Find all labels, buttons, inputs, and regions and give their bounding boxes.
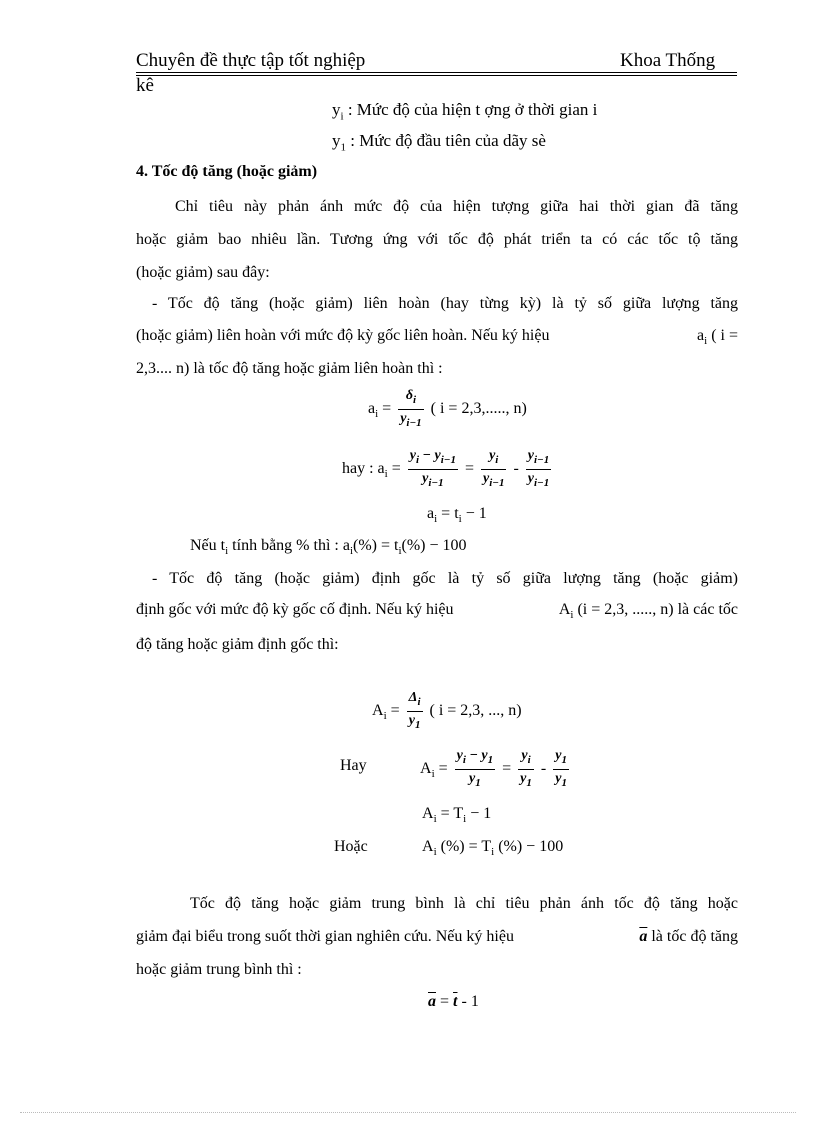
def-yi: $y_i$ : Mức độ của hiện t ợng ở thời gian i	[332, 100, 598, 123]
header-continuation: kê	[136, 75, 154, 96]
formula-9: $\overline{a} = \overline{t} - 1$	[428, 993, 479, 1010]
para4-line1: Tốc độ tăng hoặc giảm trung bình là chỉ tiêu phản ánh tốc độ tăng hoặc	[190, 895, 738, 912]
para1-line3: (hoặc giảm) sau đây:	[136, 264, 270, 281]
formula-5: $A_i$ = $\frac{\Delta_i}{y_1}$ ( i = 2,3, ..., n)	[372, 690, 522, 731]
def-y1: $y_1$ : Mức độ đầu tiên của dãy sè	[332, 131, 546, 154]
formula-7: $A_i = T_i - 1$	[422, 805, 492, 826]
fraction: $\frac{y_i}{y_{i-1}}$	[483, 448, 505, 489]
formula-2: hay : $a_i$ = $\frac{y_i - y_{i-1}}{y_{i-1}}$ = $\frac{y_i}{y_{i-1}}$ - $\frac{y_{i-1}}{y_{i-1}}$	[342, 448, 550, 489]
fraction: $\frac{y_i}{y_1}$	[520, 748, 532, 789]
para2-line2: (hoặc giảm) liên hoàn với mức độ kỳ gốc liên hoàn. Nếu ký hiệu $a_i$ ( i =	[136, 327, 738, 348]
page-bottom-border	[20, 1112, 796, 1113]
para1-line2: hoặc giảm bao nhiêu lần. Tương ứng với tốc độ phát triển ta có các tốc tộ tăng	[136, 231, 738, 248]
para3-line2: định gốc với mức độ kỳ gốc cố định. Nếu ký hiệu $A_i$ (i = 2,3, ....., n) là các tốc	[136, 601, 738, 622]
fraction: $\frac{y_1}{y_1}$	[555, 748, 567, 789]
para4-line2: giảm đại biểu trong suốt thời gian nghiên cứu. Nếu ký hiệu $\overline{a}$ là tốc độ tăng	[136, 928, 738, 945]
para2-line3: 2,3.... n) là tốc độ tăng hoặc giảm liên hoàn thì :	[136, 360, 443, 377]
formula-6-label: Hay	[340, 757, 367, 774]
para4-line3: hoặc giảm trung bình thì :	[136, 961, 302, 978]
formula-3: $a_i = t_i - 1$	[427, 505, 487, 526]
header-left: Chuyên đề thực tập tốt nghiệp	[136, 50, 366, 71]
formula-6: $A_i$ = $\frac{y_i - y_1}{y_1}$ = $\frac{y_i}{y_1}$ - $\frac{y_1}{y_1}$	[420, 748, 567, 789]
formula-8: $A_i$ (%) = $T_i$ (%) − 100	[422, 838, 564, 859]
fraction: $\frac{\delta_i}{y_{i-1}}$	[400, 388, 422, 429]
para1-line1: Chỉ tiêu này phản ánh mức độ của hiện tượng giữa hai thời gian đã tăng	[175, 198, 738, 215]
fraction: $\frac{\Delta_i}{y_1}$	[408, 690, 421, 731]
formula-4: Nếu $t_i$ tính bằng % thì : $a_i(\%) = t_i(\%) - 100$	[190, 537, 467, 558]
fraction: $\frac{y_i - y_1}{y_1}$	[456, 748, 494, 789]
header-rule	[136, 72, 737, 73]
header-rule-double	[136, 75, 737, 76]
fraction: $\frac{y_i - y_{i-1}}{y_{i-1}}$	[409, 448, 456, 489]
fraction: $\frac{y_{i-1}}{y_{i-1}}$	[527, 448, 550, 489]
section-title: 4. Tốc độ tăng (hoặc giảm)	[136, 163, 318, 180]
para2-line1: - Tốc độ tăng (hoặc giảm) liên hoàn (hay từng kỳ) là tỷ số giữa lượng tăng	[152, 295, 738, 312]
header-right: Khoa Thống	[620, 50, 716, 71]
para3-line1: - Tốc độ tăng (hoặc giảm) định gốc là tỷ số giữa lượng tăng (hoặc giảm)	[152, 570, 738, 587]
formula-8-label: Hoặc	[334, 838, 368, 855]
formula-1: $a_i$ = $\frac{\delta_i}{y_{i-1}}$ ( i = 2,3,....., n)	[368, 388, 527, 429]
para3-line3: độ tăng hoặc giảm định gốc thì:	[136, 636, 339, 653]
